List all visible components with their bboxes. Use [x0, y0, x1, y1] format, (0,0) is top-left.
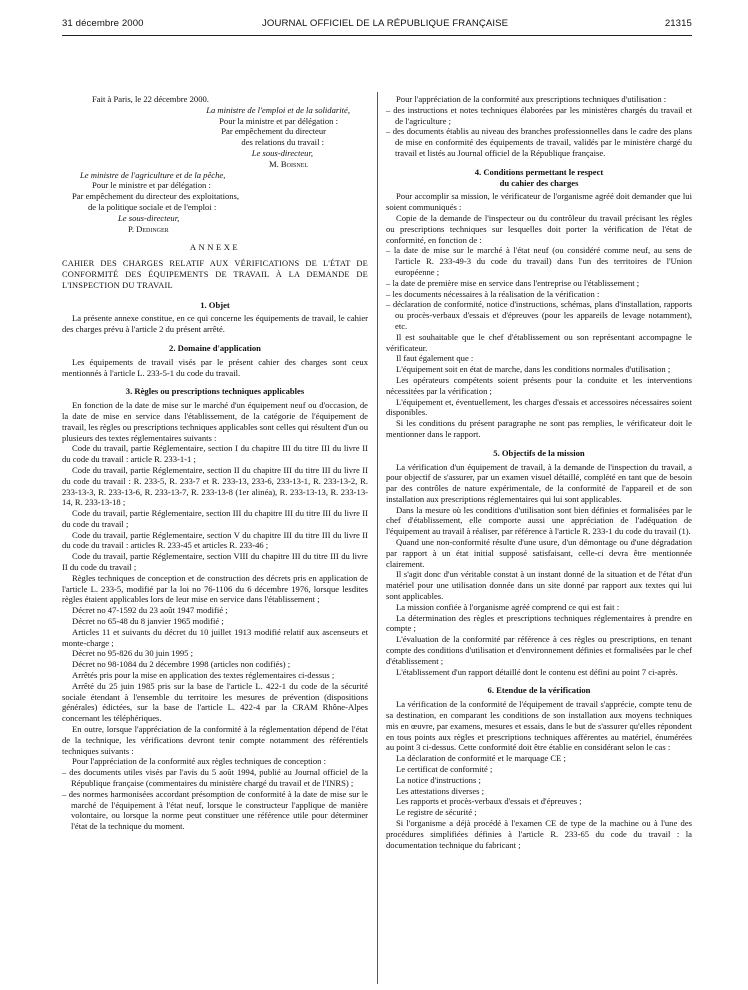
section-4-heading-line-2: du cahier des charges: [499, 177, 579, 188]
paragraph: Les opérateurs compétents soient présents pour la conduite et les interventions nécessitées par la vérification ;: [386, 374, 692, 396]
paragraph: Décret no 98-1084 du 2 décembre 1998 (articles non codifiés) ;: [72, 659, 291, 670]
header-page-number: 21315: [664, 18, 692, 29]
signatory-1-role: La ministre de l'emploi et de la solidarité,: [206, 104, 350, 115]
paragraph: Règles techniques de conception et de construction des décrets pris en application de l'article L. 233-5, modifié par la loi no 76-1106 du 6 décembre 1976, lorsque lesdites règles étaient applicables lors de leur mise en service dans l'établissement ;: [62, 572, 368, 605]
paragraph: Il s'agit donc d'un véritable constat à un instant donné de la situation et de l'état d'un matériel pour une utilisation donnée dans un site donné par rapport aux textes qui lui sont applicables.: [386, 569, 692, 602]
paragraph: Code du travail, partie Réglementaire, section VIII du chapitre III du titre III du livre II du code du travail ;: [62, 551, 368, 573]
paragraph: Les rapports et procès-verbaux d'essais et d'épreuves ;: [396, 796, 582, 807]
paragraph: La vérification de la conformité de l'équipement de travail s'apprécie, compte tenu de sa destination, en comparant les conditions de son installation aux moyens techniques mis en œuvre, par examens, mesures et essais, dans le but de s'assurer qu'elles répondent en tous points aux règles et prescriptions techniques afférentes au matériel, énumérées au point 3 ci-dessus. Cette conformité doit être établie en considérant selon le cas :: [386, 699, 692, 753]
paragraph: Copie de la demande de l'inspecteur ou du contrôleur du travail précisant les règles ou prescriptions techniques sur lesquelles doit porter la vérification de l'état de conformité, en fonction de :: [386, 212, 692, 245]
list-item: – des documents utiles visés par l'avis du 5 août 1994, publié au Journal officiel de la République française (commentaires du ministère chargé du travail et de l'INRS) ;: [62, 767, 368, 789]
paragraph: L'équipement et, éventuellement, les charges d'essais et accessoires nécessaires soient disponibles.: [386, 396, 692, 418]
paragraph: Si l'organisme a déjà procédé à l'examen CE de type de la machine ou à l'une des procédures simplifiées définies à l'article R. 233-65 du code du travail : la documentation technique du fabricant ;: [386, 818, 692, 850]
paragraph: Le certificat de conformité ;: [396, 764, 493, 775]
paragraph: Décret no 95-826 du 30 juin 1995 ;: [72, 648, 194, 659]
signatory-2-line-a: Pour le ministre et par délégation :: [92, 180, 211, 191]
paragraph: L'équipement soit en état de marche, dans les conditions normales d'utilisation ;: [396, 364, 671, 375]
left-column: [62, 94, 368, 832]
section-4-heading: 4. Conditions permettant le respect: [474, 166, 604, 177]
reference-list: [386, 105, 692, 159]
criteria-list: [386, 245, 692, 331]
signatory-2-line-c: de la politique sociale et de l'emploi :: [88, 201, 217, 212]
paragraph: Arrêté du 25 juin 1985 pris sur la base de l'article L. 422-1 du code de la sécurité sociale étendant à l'ensemble du territoire les mesures de prévention (dispositions générales) édictées, sur la base de l'article L. 422-4 par la CRAM Rhône-Alpes concernant les téléphériques.: [62, 680, 368, 724]
paragraph: Dans la mesure où les conditions d'utilisation sont bien définies et formalisées par le chef d'établissement, elle comporte aussi une appréciation de l'adéquation de l'équipement au travail à réaliser, par référence à l'article R. 233-1 du code du travail (1).: [386, 504, 692, 537]
section-6-heading: 6. Etendue de la vérification: [487, 685, 591, 696]
annexe-heading: ANNEXE: [189, 242, 241, 253]
list-item: – la date de première mise en service dans l'entreprise ou l'établissement ;: [386, 277, 640, 288]
paragraph: Il faut également que :: [396, 353, 474, 364]
list-item: – des normes harmonisées accordant présomption de conformité à la date de mise sur le marché de l'équipement à l'état neuf, lorsque le constructeur l'applique de manière volontaire, ou lorsque la norme peut constituer une référence utile pour déterminer l'état de la technique du moment.: [62, 788, 368, 832]
paragraph: Arrêtés pris pour la mise en application des textes réglementaires ci-dessus ;: [72, 670, 335, 681]
list-item: – les documents nécessaires à la réalisation de la vérification :: [386, 288, 600, 299]
paragraph: Les attestations diverses ;: [396, 785, 485, 796]
header-rule: [62, 35, 692, 36]
list-item: – déclaration de conformité, notice d'instructions, schémas, plans d'installation, rapports ou procès-verbaux d'essais et d'épreuves (pour les appareils de levage notamment), etc.: [386, 299, 692, 331]
section-5-heading: 5. Objectifs de la mission: [493, 447, 585, 458]
list-item: – des documents établis au niveau des branches professionnelles dans le cadre des plans de mise en conformité des équipements de travail, validés par le ministère chargé du travail et listés au Journal officiel de la République française.: [386, 126, 692, 158]
paragraph: Décret no 65-48 du 8 janvier 1965 modifié ;: [72, 616, 224, 627]
paragraph: Quand une non-conformité résulte d'une usure, d'un démontage ou d'une dégradation par rapport à un état initial supposé satisfaisant, celle-ci devra être mentionnée clairement.: [386, 537, 692, 569]
paragraph: En outre, lorsque l'appréciation de la conformité à la réglementation dépend de l'état de la technique, les vérifications devront tenir compte notamment des référentiels techniques suivants :: [62, 724, 368, 756]
paragraph: Pour accomplir sa mission, le vérificateur de l'organisme agréé doit demander que lui soient communiqués :: [386, 191, 692, 213]
paragraph: Code du travail, partie Réglementaire, section II du chapitre III du titre III du livre II du code du travail : R. 233-5, R. 233-7 et R. 233-13, 233-6, 233-13-1, R. 233-13-2, R. 233-13-3, R. 233-13-6, R. 233-13-7, R. 233-13-8 (1er alinéa), R. 233-13-13, R. 233-13-14, R. 233-13-18 ;: [62, 464, 368, 508]
paragraph: Code du travail, partie Réglementaire, section III du chapitre III du titre III du livre II du code du travail ;: [62, 508, 368, 529]
paragraph: En fonction de la date de mise sur le marché d'un équipement neuf ou d'occasion, de la date de mise en service dans l'établissement, de la catégorie de l'équipement de travail, les règles ou prescriptions techniques applicables sont celles qui résultent d'un ou plusieurs des textes réglementaires suivants :: [62, 400, 368, 443]
paragraph: Code du travail, partie Réglementaire, section I du chapitre III du titre III du livre II du code du travail : article R. 233-1-1 ;: [62, 443, 368, 465]
signatory-1-line-c: des relations du travail :: [241, 137, 324, 148]
paragraph: L'établissement d'un rapport détaillé dont le contenu est défini au point 7 ci-après.: [396, 666, 678, 677]
paragraph: Le registre de sécurité ;: [396, 807, 477, 818]
paragraph: Si les conditions du présent paragraphe ne sont pas remplies, le vérificateur doit le mentionner dans le rapport.: [386, 418, 692, 439]
signatory-2-line-b: Par empêchement du directeur des exploitations,: [72, 191, 240, 202]
section-3-heading: 3. Règles ou prescriptions techniques applicables: [125, 386, 305, 397]
signatory-2-name: P. Dedinger: [128, 223, 169, 234]
signatory-2-role: Le ministre de l'agriculture et de la pêche,: [80, 169, 226, 180]
paragraph: La détermination des règles et prescriptions techniques réglementaires à prendre en compte ;: [386, 612, 692, 634]
column-divider: [377, 92, 378, 984]
paragraph: La déclaration de conformité et le marquage CE ;: [396, 753, 566, 764]
header-date: 31 décembre 2000: [62, 18, 144, 29]
signatory-1-line-a: Pour la ministre et par délégation :: [219, 115, 338, 126]
paragraph: La présente annexe constitue, en ce qui concerne les équipements de travail, le cahier des charges prévu à l'article 2 du présent arrêté.: [62, 313, 368, 335]
paragraph: La notice d'instructions ;: [396, 774, 481, 785]
paragraph: Code du travail, partie Réglementaire, section V du chapitre III du titre III du livre II du code du travail : articles R. 233-45 et articles R. 233-46 ;: [62, 529, 368, 551]
paragraph: Pour l'appréciation de la conformité aux prescriptions techniques d'utilisation :: [396, 94, 667, 104]
signatory-1-line-d: Le sous-directeur,: [251, 147, 313, 158]
paragraph: Pour l'appréciation de la conformité aux règles techniques de conception :: [72, 756, 327, 767]
list-item: – la date de mise sur le marché à l'état neuf (ou considéré comme neuf, au sens de l'article R. 233-49-3 du code du travail) dans l'un des territoires de l'Union européenne ;: [386, 245, 692, 277]
section-2-heading: 2. Domaine d'application: [169, 342, 261, 353]
paragraph: La mission confiée à l'organisme agréé comprend ce qui est fait :: [396, 601, 620, 612]
list-item: – des instructions et notes techniques élaborées par les ministères chargés du travail et de l'agriculture ;: [386, 104, 692, 126]
paragraph: Articles 11 et suivants du décret du 10 juillet 1913 modifié relatif aux ascenseurs et monte-charge ;: [62, 626, 368, 648]
paragraph: Les équipements de travail visés par le présent cahier des charges sont ceux mentionnés à l'article L. 233-5-1 du code du travail.: [62, 356, 368, 378]
cahier-title: CAHIER DES CHARGES RELATIF AUX VÉRIFICATIONS DE L'ÉTAT DE CONFORMITÉ DES ÉQUIPEMENTS DE TRAVAIL À LA DEMANDE DE L'INSPECTION DU TRAVAIL: [62, 259, 368, 290]
right-column: [386, 94, 692, 850]
fait-line: Fait à Paris, le 22 décembre 2000.: [92, 94, 209, 104]
paragraph: Il est souhaitable que le chef d'établissement ou son représentant accompagne le vérificateur.: [386, 331, 692, 353]
signatory-1-line-b: Par empêchement du directeur: [221, 126, 326, 137]
reference-list: [62, 767, 368, 832]
header-title: JOURNAL OFFICIEL DE LA RÉPUBLIQUE FRANÇAISE: [262, 18, 509, 29]
signatory-1-name: M. Boisnel: [268, 158, 308, 169]
paragraph: La vérification d'un équipement de travail, à la demande de l'inspection du travail, a pour objectif de s'assurer, par un examen visuel détaillé, complété en tant que de besoin par des contrôles de nature expérimentale, de la conformité de l'appareil et de son installation aux prescriptions réglementaires qui lui sont applicables.: [386, 461, 692, 504]
section-1-heading: 1. Objet: [200, 299, 230, 310]
paragraph: Décret no 47-1592 du 23 août 1947 modifié ;: [72, 605, 228, 616]
paragraph: L'évaluation de la conformité par référence à ces règles ou prescriptions, en tenant compte des conditions d'utilisation et d'environnement définies et formalisées par le chef d'établissement ;: [386, 634, 692, 666]
signatory-2-line-d: Le sous-directeur,: [118, 212, 180, 223]
